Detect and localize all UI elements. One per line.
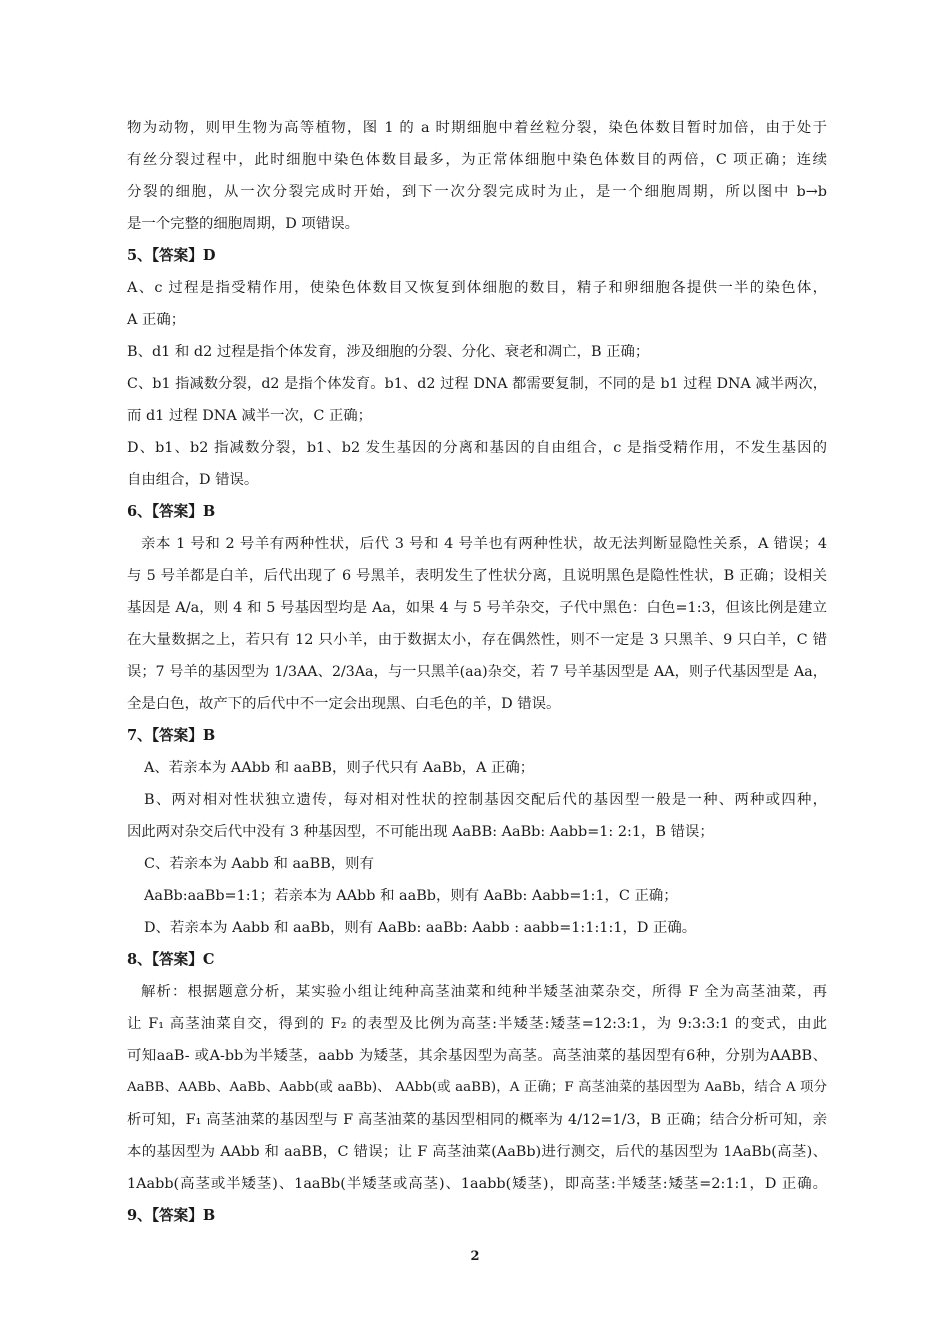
text-line: AaBB、AABb、AaBb、Aabb(或 aaBb)、 AAbb(或 aaBB)，A 正确；F 高茎油菜的基因型为 AaBb，结合 A 项分	[127, 1080, 827, 1095]
answer-heading: 5、【答案】D	[127, 247, 216, 264]
text-line: 误；7 号羊的基因型为 1/3AA、2/3Aa，与一只黑羊(aa)杂交，若 7 号羊基因型是 AA，则子代基因型是 Aa，	[127, 664, 827, 680]
text-line: 亲本 1 号和 2 号羊有两种性状，后代 3 号和 4 号羊也有两种性状，故无法判断显隐性关系，A 错误；4	[141, 536, 827, 552]
text-line: B、d1 和 d2 过程是指个体发育，涉及细胞的分裂、分化、衰老和凋亡，B 正确；	[127, 344, 650, 360]
answer-heading: 8、【答案】C	[127, 951, 215, 968]
text-line: 在大量数据之上，若只有 12 只小羊，由于数据太小，存在偶然性，则不一定是 3 只黑羊、9 只白羊，C 错	[127, 632, 827, 648]
text-line: 有丝分裂过程中，此时细胞中染色体数目最多，为正常体细胞中染色体数目的两倍，C 项正确；连续	[127, 152, 827, 168]
text-line: 因此两对杂交后代中没有 3 种基因型，不可能出现 AaBB: AaBb: Aabb=1: 2:1，B 错误；	[127, 824, 714, 840]
text-line: D、若亲本为 Aabb 和 aaBb，则有 AaBb: aaBb: Aabb : aabb=1:1:1:1，D 正确。	[144, 920, 697, 936]
text-line: 与 5 号羊都是白羊，后代出现了 6 号黑羊，表明发生了性状分离，且说明黑色是隐性性状，B 正确；设相关	[127, 568, 827, 584]
text-line: C、b1 指减数分裂，d2 是指个体发育。b1、d2 过程 DNA 都需要复制，不同的是 b1 过程 DNA 减半两次，	[127, 376, 827, 392]
text-line: 而 d1 过程 DNA 减半一次，C 正确；	[127, 408, 373, 424]
text-line: 让 F₁ 高茎油菜自交，得到的 F₂ 的表型及比例为高茎:半矮茎:矮茎=12:3:1，为 9:3:3:1 的变式，由此	[127, 1016, 827, 1032]
answer-heading: 7、【答案】B	[127, 727, 216, 744]
text-line: 本的基因型为 AAbb 和 aaBB，C 错误；让 F 高茎油菜(AaBb)进行测交，后代的基因型为 1AaBb(高茎)、	[127, 1144, 827, 1160]
text-line: B、两对相对性状独立遗传，每对相对性状的控制基因交配后代的基因型一般是一种、两种或四种，	[144, 792, 827, 808]
text-line: 是一个完整的细胞周期，D 项错误。	[127, 216, 359, 232]
text-line: A、若亲本为 AAbb 和 aaBB，则子代只有 AaBb，A 正确；	[144, 760, 535, 776]
text-line: 析可知，F₁ 高茎油菜的基因型与 F 高茎油菜的基因型相同的概率为 4/12=1/3，B 正确；结合分析可知，亲	[127, 1112, 827, 1128]
text-line: 1Aabb(高茎或半矮茎)、1aaBb(半矮茎或高茎)、1aabb(矮茎)，即高茎:半矮茎:矮茎=2:1:1，D 正确。	[127, 1176, 827, 1192]
text-line: D、b1、b2 指减数分裂，b1、b2 发生基因的分离和基因的自由组合，c 是指受精作用，不发生基因的	[127, 440, 827, 456]
text-line: A 正确；	[127, 312, 186, 328]
text-line: 物为动物，则甲生物为高等植物，图 1 的 a 时期细胞中着丝粒分裂，染色体数目暂时加倍，由于处于	[127, 120, 827, 136]
text-line: 基因是 A/a，则 4 和 5 号基因型均是 Aa，如果 4 与 5 号羊杂交，子代中黑色：白色=1:3，但该比例是建立	[127, 600, 827, 616]
answer-heading: 9、【答案】B	[127, 1207, 216, 1224]
text-line: 分裂的细胞，从一次分裂完成时开始，到下一次分裂完成时为止，是一个细胞周期，所以图中 b→b	[127, 184, 827, 200]
text-line: 可知aaB- 或A-bb为半矮茎，aabb 为矮茎，其余基因型为高茎。高茎油菜的基因型有6种，分别为AABB、	[127, 1048, 827, 1064]
text-line: AaBb:aaBb=1:1；若亲本为 AAbb 和 aaBb，则有 AaBb: Aabb=1:1，C 正确；	[144, 888, 678, 904]
page-number: 2	[470, 1249, 480, 1264]
text-line: 解析：根据题意分析，某实验小组让纯种高茎油菜和纯种半矮茎油菜杂交，所得 F 全为高茎油菜，再	[141, 984, 827, 1000]
answer-heading: 6、【答案】B	[127, 503, 216, 520]
text-line: 全是白色，故产下的后代中不一定会出现黑、白毛色的羊，D 错误。	[127, 696, 561, 712]
text-line: C、若亲本为 Aabb 和 aaBB，则有	[144, 856, 374, 872]
text-line: 自由组合，D 错误。	[127, 472, 259, 488]
text-line: A、c 过程是指受精作用，使染色体数目又恢复到体细胞的数目，精子和卵细胞各提供一半的染色体，	[127, 280, 827, 296]
